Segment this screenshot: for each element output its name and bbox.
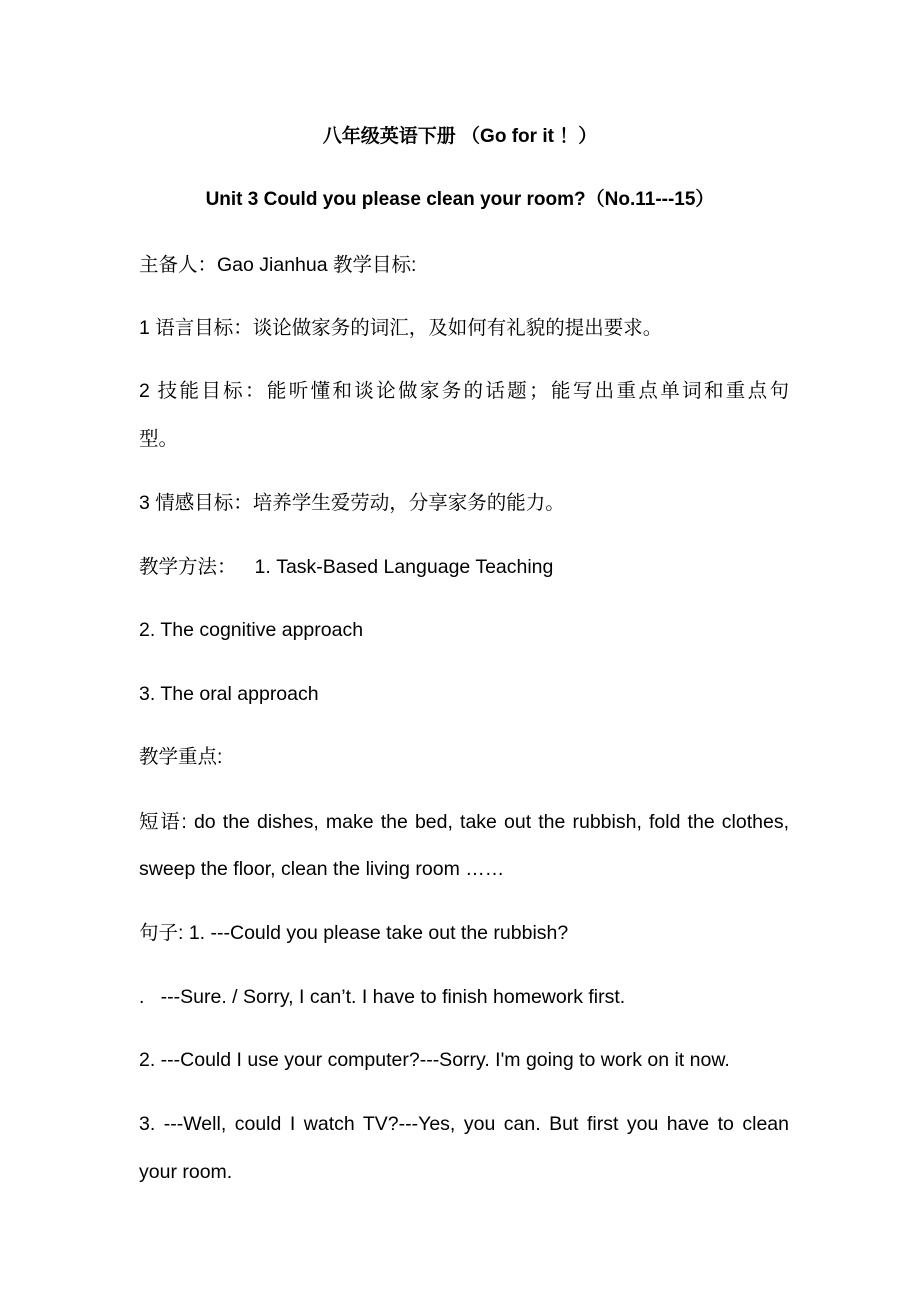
skill-goal-line: 2 技能目标：能听懂和谈论做家务的话题；能写出重点单词和重点句: [139, 380, 789, 402]
teaching-method-line: [139, 554, 789, 580]
key-points-heading: 教学重点:: [139, 746, 223, 768]
phrases-line-continued: sweep the floor, clean the living room ……: [139, 858, 505, 880]
sentence-3: 3. ---Well, could I watch TV?---Yes, you can. But first you have to clean: [139, 1113, 789, 1135]
teaching-method-2: 2. The cognitive approach: [139, 619, 364, 641]
document-subtitle: Unit 3 Could you please clean your room?（No.11---15）: [205, 189, 715, 210]
sentence-1-answer: . ---Sure. / Sorry, I can’t. I have to finish homework first.: [139, 986, 626, 1008]
document-title: 八年级英语下册 （Go for it ！）: [322, 126, 598, 147]
sentence-3-continued: your room.: [139, 1161, 233, 1183]
language-goal-line: 1 语言目标：谈论做家务的词汇，及如何有礼貌的提出要求。: [139, 317, 663, 339]
skill-goal-line-continued: 型。: [139, 428, 179, 450]
teaching-method-3: 3. The oral approach: [139, 683, 319, 705]
sentence-1-question: 句子: 1. ---Could you please take out the rubbish?: [139, 922, 569, 944]
phrases-line: 短语: do the dishes, make the bed, take out the rubbish, fold the clothes,: [139, 811, 789, 833]
sentence-2: 2. ---Could I use your computer?---Sorry. I'm going to work on it now.: [139, 1049, 730, 1071]
preparer-line: 主备人：Gao Jianhua 教学目标:: [139, 254, 417, 276]
teaching-method-1: 1. Task-Based Language Teaching: [254, 556, 554, 578]
emotion-goal-line: 3 情感目标：培养学生爱劳动，分享家务的能力。: [139, 492, 565, 514]
teaching-method-label: 教学方法：: [139, 556, 237, 578]
